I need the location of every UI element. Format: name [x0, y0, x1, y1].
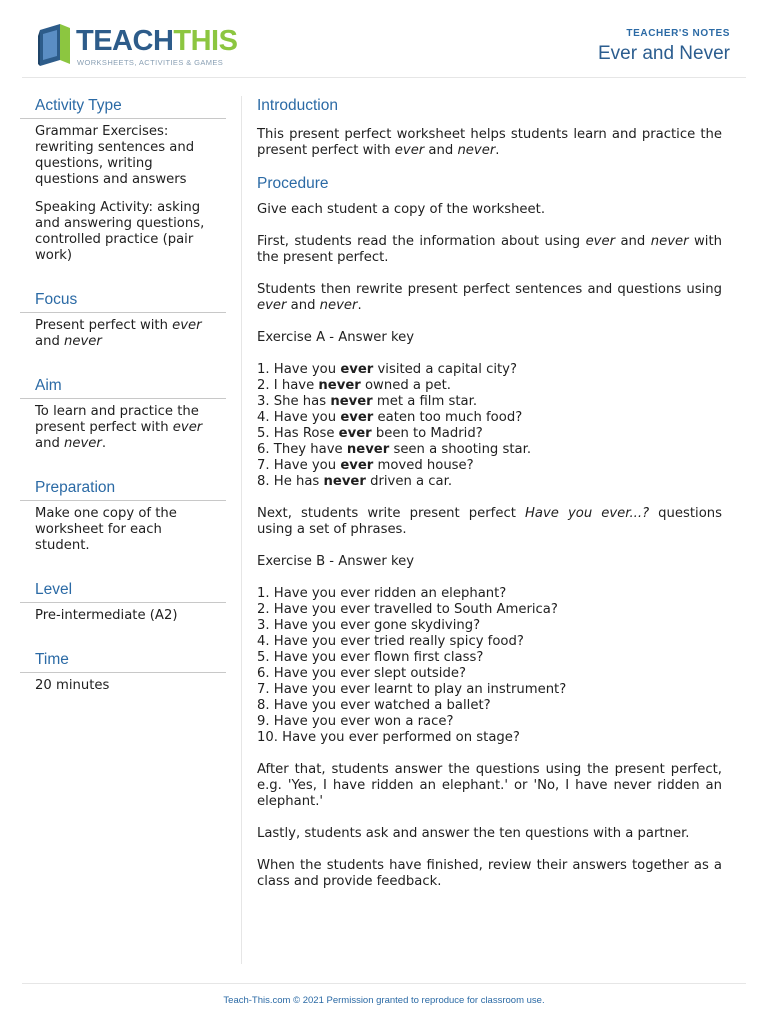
list-item: 7. Have you ever learnt to play an instrument?: [257, 682, 567, 697]
list-item: 7. Have you ever moved house?: [257, 458, 474, 473]
list-item: 4. Have you ever eaten too much food?: [257, 410, 523, 425]
list-item: 6. They have never seen a shooting star.: [257, 442, 532, 457]
procedure-step-2: First, students read the information about using ever and never with the present perfect.: [257, 234, 722, 265]
exercise-b-label: Exercise B - Answer key: [257, 554, 415, 569]
teach-this-logo: [36, 22, 238, 70]
list-item: 3. She has never met a film star.: [257, 394, 478, 409]
header-divider: [22, 77, 746, 78]
introduction-text: This present perfect worksheet helps students learn and practice the present perfect with ever and never.: [257, 127, 722, 158]
list-item: 10. Have you ever performed on stage?: [257, 730, 520, 745]
aim-section: [20, 374, 226, 452]
preparation-section: [20, 476, 226, 554]
level-heading: Level: [20, 578, 226, 603]
list-item: 9. Have you ever won a race?: [257, 714, 454, 729]
list-item: 4. Have you ever tried really spicy food?: [257, 634, 524, 649]
list-item: 8. He has never driven a car.: [257, 474, 453, 489]
sidebar: [20, 94, 226, 718]
list-item: 5. Have you ever flown first class?: [257, 650, 484, 665]
list-item: 8. Have you ever watched a ballet?: [257, 698, 491, 713]
exercise-a-answer-list: [257, 362, 722, 490]
list-item: 1. Have you ever ridden an elephant?: [257, 586, 507, 601]
column-divider: [241, 96, 242, 964]
exercise-a-label: Exercise A - Answer key: [257, 330, 415, 345]
procedure-step-5: After that, students answer the questions using the present perfect, e.g. 'Yes, I have ridden an elephant.' or 'No, I have never ridden an elephant.': [257, 762, 722, 809]
list-item: 3. Have you ever gone skydiving?: [257, 618, 481, 633]
procedure-step-4: Next, students write present perfect Have you ever...? questions using a set of phrases.: [257, 506, 722, 537]
list-item: 2. Have you ever travelled to South America?: [257, 602, 558, 617]
logo-tagline: WORKSHEETS, ACTIVITIES & GAMES: [77, 58, 224, 67]
time-section: [20, 648, 226, 694]
procedure-step-3: Students then rewrite present perfect sentences and questions using ever and never.: [257, 282, 722, 313]
aim-heading: Aim: [20, 374, 226, 399]
focus-text: Present perfect with ever and never: [35, 318, 202, 349]
page-header: [0, 0, 768, 78]
preparation-heading: Preparation: [20, 476, 226, 501]
footer-divider: [22, 983, 746, 984]
focus-section: [20, 288, 226, 350]
list-item: 6. Have you ever slept outside?: [257, 666, 466, 681]
time-text: 20 minutes: [35, 678, 110, 693]
aim-text: To learn and practice the present perfect with ever and never.: [35, 404, 203, 451]
time-heading: Time: [20, 648, 226, 673]
book-icon: [36, 22, 74, 68]
exercise-b-answer-list: [257, 586, 722, 746]
activity-type-heading: Activity Type: [20, 94, 226, 119]
activity-type-item: Grammar Exercises: rewriting sentences and questions, writing questions and answers: [35, 124, 195, 187]
logo-accent: THIS: [173, 25, 238, 57]
procedure-heading: Procedure: [257, 175, 329, 192]
page-title: Ever and Never: [597, 43, 730, 64]
logo-main: TEACH: [76, 25, 174, 57]
level-section: [20, 578, 226, 624]
teachers-notes-label: TEACHER'S NOTES: [626, 28, 730, 39]
copyright-footer: Teach-This.com © 2021 Permission granted to reproduce for classroom use.: [223, 995, 545, 1006]
focus-heading: Focus: [20, 288, 226, 313]
list-item: 5. Has Rose ever been to Madrid?: [257, 426, 483, 441]
main-content: [257, 94, 722, 906]
activity-type-section: [20, 94, 226, 264]
logo-wordmark: [76, 25, 237, 58]
list-item: 1. Have you ever visited a capital city?: [257, 362, 517, 377]
introduction-heading: Introduction: [257, 97, 338, 114]
procedure-step-1: Give each student a copy of the worksheet.: [257, 202, 546, 217]
list-item: 2. I have never owned a pet.: [257, 378, 451, 393]
procedure-step-6: Lastly, students ask and answer the ten questions with a partner.: [257, 826, 690, 841]
activity-type-item: Speaking Activity: asking and answering questions, controlled practice (pair work): [35, 200, 205, 263]
preparation-text: Make one copy of the worksheet for each student.: [35, 506, 177, 553]
level-text: Pre-intermediate (A2): [35, 608, 178, 623]
procedure-step-7: When the students have finished, review their answers together as a class and provide feedback.: [257, 858, 722, 889]
